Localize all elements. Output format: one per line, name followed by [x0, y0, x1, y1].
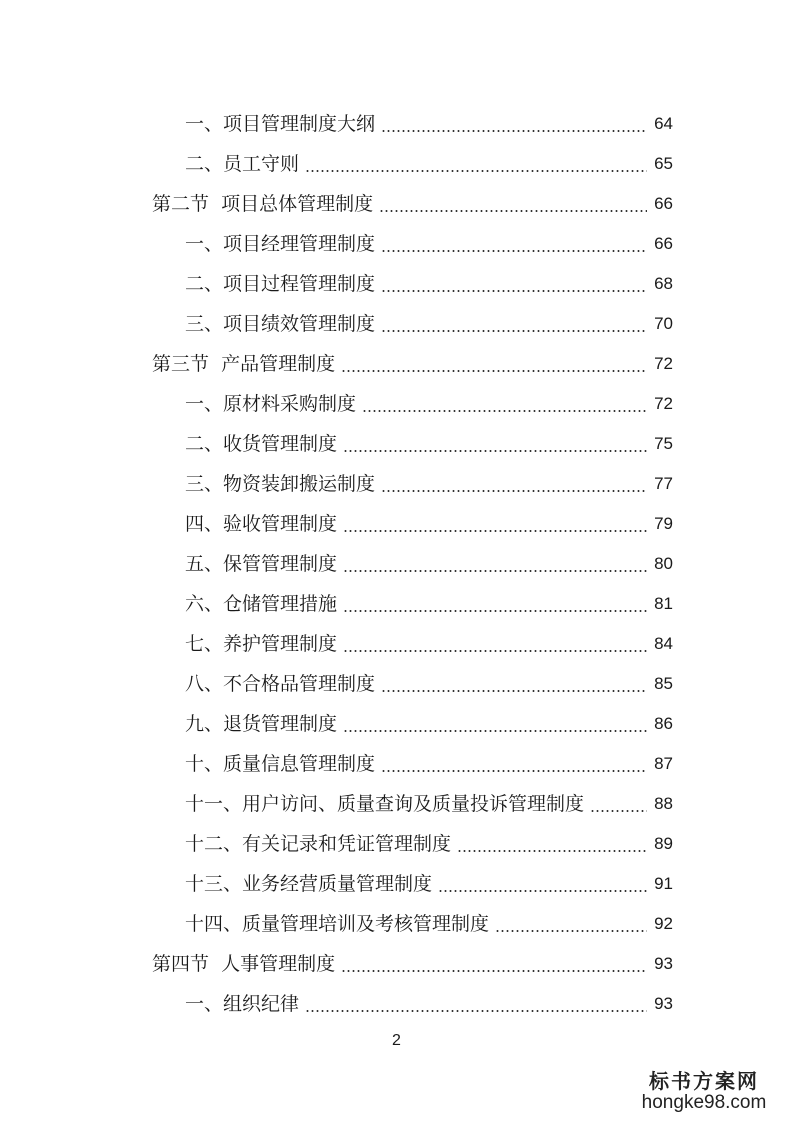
toc-dot-leader [341, 970, 647, 972]
toc-entry-page-number: 86 [654, 714, 673, 733]
toc-entry[interactable] [0, 864, 793, 904]
toc-entry-page-number: 87 [654, 754, 673, 773]
toc-dot-leader [343, 730, 647, 732]
toc-entry[interactable] [0, 664, 793, 704]
toc-entry-page-number: 72 [654, 394, 673, 413]
toc-entry-title: 一、原材料采购制度 [185, 393, 357, 415]
toc-entry[interactable] [0, 424, 793, 464]
table-of-contents [0, 104, 793, 1024]
toc-dot-leader [341, 370, 647, 372]
toc-entry-title: 十一、用户访问、质量查询及质量投诉管理制度 [185, 793, 585, 815]
watermark-site-name: 标书方案网 [649, 1069, 759, 1093]
toc-entry-page-number: 81 [654, 594, 673, 613]
toc-entry[interactable] [0, 104, 793, 144]
toc-dot-leader [305, 1010, 647, 1012]
toc-entry-page-number: 66 [654, 194, 673, 213]
toc-entry-title: 四、验收管理制度 [185, 513, 338, 535]
toc-dot-leader [343, 530, 647, 532]
toc-entry-title: 第四节 人事管理制度 [152, 953, 336, 975]
toc-entry-title: 一、组织纪律 [185, 993, 300, 1015]
toc-dot-leader [457, 850, 647, 852]
toc-entry-page-number: 85 [654, 674, 673, 693]
toc-entry[interactable] [0, 704, 793, 744]
toc-dot-leader [343, 650, 647, 652]
toc-entry-title: 九、退货管理制度 [185, 713, 338, 735]
toc-dot-leader [381, 290, 647, 292]
toc-section-entry[interactable] [0, 184, 793, 224]
toc-section-entry[interactable] [0, 344, 793, 384]
watermark-url: hongke98.com [641, 1092, 767, 1113]
toc-entry-title: 五、保管管理制度 [185, 553, 338, 575]
toc-entry-title: 二、收货管理制度 [185, 433, 338, 455]
toc-dot-leader [381, 690, 647, 692]
toc-entry[interactable] [0, 224, 793, 264]
toc-entry[interactable] [0, 744, 793, 784]
toc-entry-title: 第二节 项目总体管理制度 [152, 193, 374, 215]
toc-dot-leader [343, 610, 647, 612]
toc-entry-page-number: 72 [654, 354, 673, 373]
toc-entry-title: 十二、有关记录和凭证管理制度 [185, 833, 452, 855]
toc-entry-page-number: 91 [654, 874, 673, 893]
toc-dot-leader [381, 250, 647, 252]
toc-entry-page-number: 88 [654, 794, 673, 813]
toc-entry-page-number: 66 [654, 234, 673, 253]
toc-entry-title: 十三、业务经营质量管理制度 [185, 873, 433, 895]
toc-entry-page-number: 65 [654, 154, 673, 173]
toc-entry[interactable] [0, 544, 793, 584]
toc-entry[interactable] [0, 384, 793, 424]
toc-dot-leader [305, 170, 647, 172]
toc-dot-leader [343, 570, 647, 572]
toc-entry-page-number: 84 [654, 634, 673, 653]
toc-entry-title: 第三节 产品管理制度 [152, 353, 336, 375]
toc-entry-page-number: 93 [654, 994, 673, 1013]
toc-entry[interactable] [0, 824, 793, 864]
toc-section-entry[interactable] [0, 944, 793, 984]
toc-entry[interactable] [0, 624, 793, 664]
toc-entry[interactable] [0, 144, 793, 184]
toc-dot-leader [379, 210, 647, 212]
toc-dot-leader [343, 450, 647, 452]
toc-dot-leader [362, 410, 647, 412]
toc-entry-page-number: 93 [654, 954, 673, 973]
toc-entry[interactable] [0, 784, 793, 824]
toc-entry[interactable] [0, 584, 793, 624]
toc-entry-page-number: 64 [654, 114, 673, 133]
toc-entry-page-number: 80 [654, 554, 673, 573]
toc-entry-title: 一、项目管理制度大纲 [185, 113, 376, 135]
toc-dot-leader [495, 930, 647, 932]
toc-entry-title: 二、项目过程管理制度 [185, 273, 376, 295]
toc-entry[interactable] [0, 304, 793, 344]
toc-entry-page-number: 89 [654, 834, 673, 853]
toc-entry-title: 七、养护管理制度 [185, 633, 338, 655]
toc-entry-title: 十四、质量管理培训及考核管理制度 [185, 913, 490, 935]
toc-entry-page-number: 92 [654, 914, 673, 933]
toc-entry[interactable] [0, 984, 793, 1024]
watermark [629, 1065, 779, 1114]
toc-entry-title: 二、员工守则 [185, 153, 300, 175]
toc-entry-title: 十、质量信息管理制度 [185, 753, 376, 775]
toc-dot-leader [438, 890, 647, 892]
toc-dot-leader [590, 810, 647, 812]
toc-dot-leader [381, 130, 647, 132]
toc-entry-page-number: 70 [654, 314, 673, 333]
toc-entry-title: 三、项目绩效管理制度 [185, 313, 376, 335]
toc-dot-leader [381, 330, 647, 332]
toc-entry[interactable] [0, 264, 793, 304]
toc-entry-page-number: 79 [654, 514, 673, 533]
toc-entry-page-number: 75 [654, 434, 673, 453]
page-number: 2 [392, 1032, 401, 1049]
toc-entry-title: 三、物资装卸搬运制度 [185, 473, 376, 495]
toc-entry-page-number: 68 [654, 274, 673, 293]
toc-dot-leader [381, 490, 647, 492]
toc-entry-title: 一、项目经理管理制度 [185, 233, 376, 255]
toc-entry-title: 六、仓储管理措施 [185, 593, 338, 615]
toc-entry[interactable] [0, 904, 793, 944]
toc-entry-page-number: 77 [654, 474, 673, 493]
toc-entry-title: 八、不合格品管理制度 [185, 673, 376, 695]
toc-entry[interactable] [0, 464, 793, 504]
toc-entry[interactable] [0, 504, 793, 544]
toc-dot-leader [381, 770, 647, 772]
